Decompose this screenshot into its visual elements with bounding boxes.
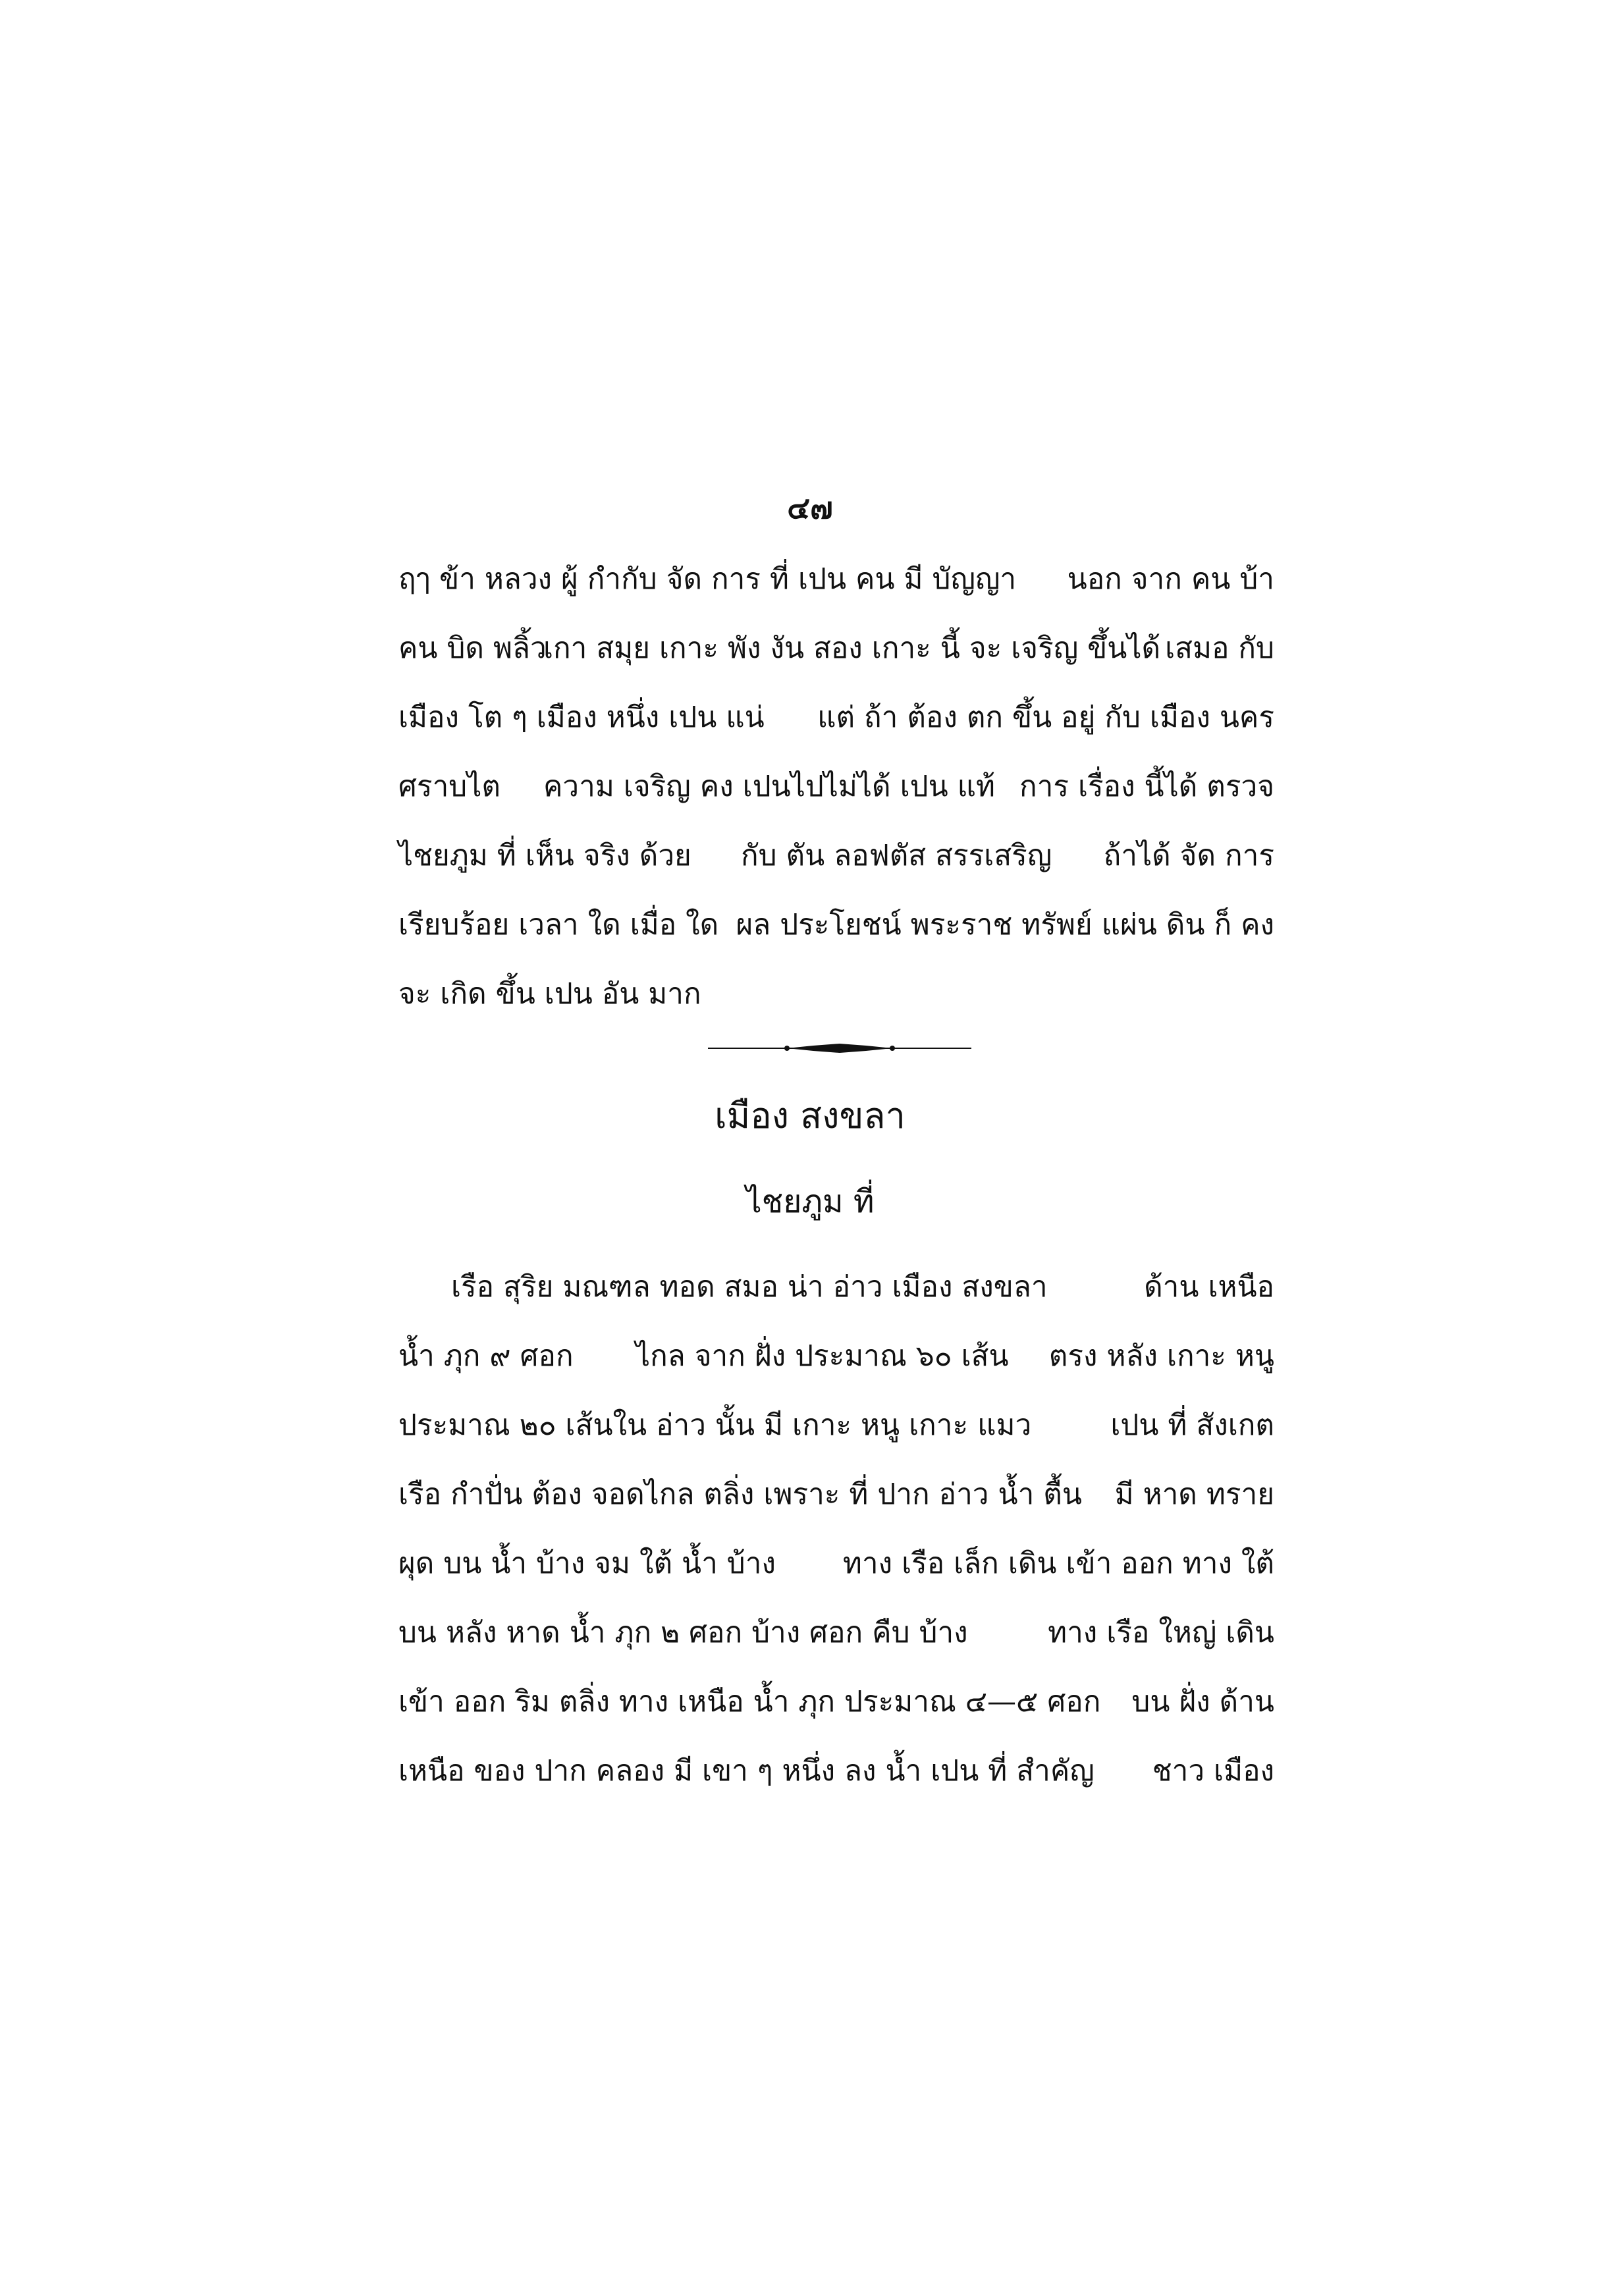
line-text-left: จะ เกิด ขึ้น เปน อัน มาก bbox=[398, 977, 701, 1011]
line-text-right: นอก จาก คน บ้า bbox=[1067, 562, 1274, 596]
line-text-left: เมือง โต ๆ เมือง หนึ่ง เปน แน่ bbox=[398, 701, 765, 734]
line-text-left: ไชยภูม ที่ เห็น จริง ด้วย bbox=[398, 839, 691, 872]
line-text-right: เสมอ กับ bbox=[1165, 631, 1274, 665]
text-line bbox=[398, 764, 1274, 810]
line-text-right: ผล ประโยชน์ พระราช ทรัพย์ แผ่น ดิน ก็ คง bbox=[736, 908, 1274, 942]
line-text-right: เปน ที่ สังเกต bbox=[1110, 1408, 1274, 1442]
line-text-mid: เกา สมุย เกาะ พัง งัน สอง เกาะ นี้ จะ เจริญ ขึ้นได้ bbox=[543, 631, 1161, 665]
line-text-left: ศราบไต bbox=[398, 770, 500, 803]
line-text-mid: ไกล จาก ฝั่ง ประมาณ ๖๐ เส้น bbox=[635, 1339, 1009, 1373]
text-line bbox=[398, 971, 1274, 1017]
text-line bbox=[398, 1402, 1274, 1449]
line-text-left: น้ำ ภุก ๙ ศอก bbox=[398, 1339, 574, 1373]
line-text-right: แต่ ถ้า ต้อง ตก ขึ้น อยู่ กับ เมือง นคร bbox=[817, 701, 1274, 734]
line-text-left: เหนือ ของ ปาก คลอง มี เขา ๆ หนึ่ง ลง น้ำ เปน ที่ สำคัญ bbox=[398, 1754, 1095, 1788]
line-text-left: บน หลัง หาด น้ำ ภุก ๒ ศอก บ้าง ศอก คืบ บ้าง bbox=[398, 1616, 968, 1649]
line-text-right: ทาง เรือ เล็ก เดิน เข้า ออก ทาง ใต้ bbox=[842, 1547, 1274, 1580]
text-line bbox=[398, 1264, 1274, 1310]
page-number: ๔๗ bbox=[787, 490, 833, 525]
line-text-right: การ เรื่อง นี้ได้ ตรวจ bbox=[1019, 770, 1274, 803]
line-text-right: มี หาด ทราย bbox=[1114, 1478, 1274, 1511]
text-line bbox=[398, 1610, 1274, 1656]
text-line bbox=[398, 1541, 1274, 1587]
text-line bbox=[398, 1472, 1274, 1518]
line-text-right: ชาว เมือง bbox=[1152, 1754, 1274, 1788]
line-text-left: ผุด บน น้ำ บ้าง จม ใต้ น้ำ บ้าง bbox=[398, 1547, 776, 1580]
line-text-left: ประมาณ ๒๐ เส้นใน อ่าว นั้น มี เกาะ หนู เกาะ แมว bbox=[398, 1408, 1032, 1442]
text-line bbox=[398, 833, 1274, 879]
ornamental-divider bbox=[708, 1040, 971, 1056]
line-text-left: ฤๅ ข้า หลวง ผู้ กำกับ จัด การ ที่ เปน คน มี บัญญา bbox=[398, 562, 1017, 596]
text-line bbox=[398, 1748, 1274, 1794]
section-subtitle: ไชยภูม ที่ bbox=[745, 1183, 875, 1220]
text-line bbox=[398, 1333, 1274, 1379]
text-line bbox=[398, 1679, 1274, 1725]
text-line bbox=[398, 902, 1274, 948]
line-text-right: ด้าน เหนือ bbox=[1144, 1270, 1274, 1304]
line-text-left: เรียบร้อย เวลา ใด เมื่อ ใด bbox=[398, 908, 719, 942]
text-line bbox=[398, 556, 1274, 602]
line-text-right: ถ้าได้ จัด การ bbox=[1103, 839, 1274, 872]
line-text-right: ตรง หลัง เกาะ หนู bbox=[1048, 1339, 1274, 1373]
line-text-mid: ความ เจริญ คง เปนไปไม่ได้ เปน แท้ bbox=[543, 770, 995, 803]
line-text-right: ทาง เรือ ใหญ่ เดิน bbox=[1048, 1616, 1274, 1649]
text-line bbox=[398, 626, 1274, 672]
line-text-right: บน ฝั่ง ด้าน bbox=[1131, 1685, 1274, 1719]
line-text-left: คน บิด พลิ้ว bbox=[398, 631, 547, 665]
section-title: เมือง สงขลา bbox=[715, 1095, 906, 1136]
line-text-left: เรือ กำปั่น ต้อง จอดไกล ตลิ่ง เพราะ ที่ ปาก อ่าว น้ำ ตื้น bbox=[398, 1478, 1082, 1511]
line-text-left: เรือ สุริย มณฑล ทอด สมอ น่า อ่าว เมือง สงขลา bbox=[451, 1270, 1048, 1304]
line-text-mid: กับ ตัน ลอฟตัส สรรเสริญ bbox=[741, 839, 1052, 872]
line-text-left: เข้า ออก ริม ตลิ่ง ทาง เหนือ น้ำ ภุก ประมาณ ๔—๕ ศอก bbox=[398, 1685, 1101, 1719]
text-line bbox=[398, 695, 1274, 741]
